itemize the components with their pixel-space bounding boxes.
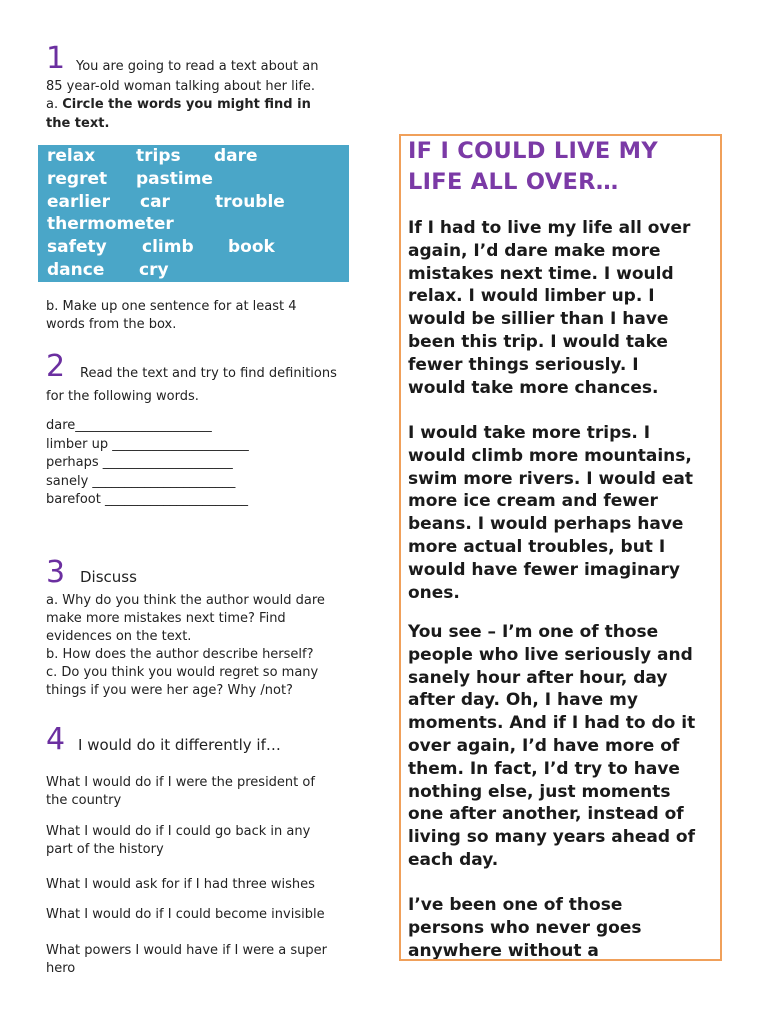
text-line: each day.	[408, 849, 499, 870]
prompt-line: What I would ask for if I had three wishes	[46, 877, 315, 892]
word-cry: cry	[139, 260, 169, 280]
text-line: moments. And if I had to do it	[408, 713, 696, 734]
discuss-line: b. How does the author describe herself?	[46, 647, 314, 662]
section-3-number: 3	[46, 555, 66, 590]
text-line: over again, I’d have more of	[408, 735, 680, 756]
definition-limber-up: limber up _____________________	[46, 436, 249, 452]
text-line: more actual troubles, but I	[408, 536, 666, 557]
text-line: one after another, instead of	[408, 804, 684, 825]
definition-barefoot: barefoot ______________________	[46, 492, 248, 507]
text-line: anywhere without a	[408, 940, 599, 961]
prompt-super-hero	[46, 942, 327, 978]
word-trips: trips	[136, 146, 181, 166]
definition-sanely: sanely ______________________	[46, 473, 236, 489]
task-a-line2: the text.	[46, 116, 110, 131]
prompt-line: What I would do if I were the president of	[46, 775, 315, 790]
section-2-number: 2	[46, 349, 66, 384]
word-trouble: trouble	[215, 192, 285, 212]
word-thermometer: thermometer	[47, 214, 174, 234]
text-line: people who live seriously and	[408, 644, 693, 665]
word-dance: dance	[47, 260, 105, 280]
discuss-questions	[46, 592, 325, 700]
paragraph-3	[408, 621, 720, 872]
paragraph-1	[408, 217, 720, 399]
reading-title-line: IF I COULD LIVE MY	[408, 138, 658, 164]
task-b-line1: b. Make up one sentence for at least 4	[46, 299, 297, 314]
paragraph-4	[408, 894, 720, 961]
text-line: persons who never goes	[408, 917, 642, 938]
text-line: would be sillier than I have	[408, 309, 669, 330]
word-dare: dare	[214, 146, 258, 166]
section-4-number: 4	[46, 722, 66, 757]
text-line: sanely hour after hour, day	[408, 667, 668, 688]
text-line: more ice cream and fewer	[408, 491, 658, 512]
word-earlier: earlier	[47, 192, 110, 212]
section-2-instruction-line1: Read the text and try to find definitions	[80, 366, 337, 381]
prompt-invisible	[46, 906, 325, 924]
text-line: would take more chances.	[408, 377, 659, 398]
text-line: again, I’d dare make more	[408, 240, 661, 261]
word-car: car	[140, 192, 170, 212]
text-line: nothing else, just moments	[408, 781, 671, 802]
word-climb: climb	[142, 237, 194, 257]
section-1-number: 1	[46, 41, 66, 76]
prompt-line: the country	[46, 793, 122, 808]
section-3-heading: Discuss	[80, 568, 137, 586]
text-line: beans. I would perhaps have	[408, 514, 684, 535]
text-line: I would take more trips. I	[408, 423, 651, 443]
section-4-heading: I would do it differently if…	[78, 736, 281, 754]
definition-dare: dare_____________________	[46, 418, 212, 433]
section-1-task-a	[46, 96, 311, 114]
text-line: ones.	[408, 582, 460, 603]
text-line: You see – I’m one of those	[408, 622, 659, 642]
task-b-line2: words from the box.	[46, 317, 177, 332]
prompt-history	[46, 823, 310, 859]
section-1-intro-line2: 85 year-old woman talking about her life.	[46, 79, 316, 94]
prompt-president	[46, 774, 315, 810]
word-box	[38, 145, 349, 282]
task-a-line1: Circle the words you might find in	[62, 97, 311, 112]
discuss-line: a. Why do you think the author would dare	[46, 593, 325, 608]
prompt-line: part of the history	[46, 842, 164, 857]
discuss-line: things if you were her age? Why /not?	[46, 683, 293, 698]
word-safety: safety	[47, 237, 107, 257]
discuss-line: make more mistakes next time? Find	[46, 611, 286, 626]
text-line: been this trip. I would take	[408, 331, 668, 352]
text-line: fewer things seriously. I	[408, 354, 639, 375]
reading-title	[408, 136, 718, 198]
word-relax: relax	[47, 146, 96, 166]
text-line: relax. I would limber up. I	[408, 286, 655, 307]
text-line: I’ve been one of those	[408, 895, 623, 915]
section-1-intro-line1: You are going to read a text about an	[76, 59, 319, 74]
prompt-line: What I would do if I could become invisible	[46, 907, 325, 922]
prompt-line: What I would do if I could go back in any	[46, 824, 311, 839]
definitions-list	[46, 417, 249, 510]
prompt-line: What powers I would have if I were a super	[46, 943, 328, 958]
discuss-line: c. Do you think you would regret so many	[46, 665, 319, 680]
text-line: swim more rivers. I would eat	[408, 468, 693, 489]
reading-title-line: LIFE ALL OVER…	[408, 169, 619, 195]
text-line: would climb more mountains,	[408, 445, 692, 466]
text-line: them. In fact, I’d try to have	[408, 758, 680, 779]
prompt-line: hero	[46, 961, 76, 976]
text-line: living so many years ahead of	[408, 827, 695, 848]
word-book: book	[228, 237, 275, 257]
word-pastime: pastime	[136, 169, 213, 189]
text-line: would have fewer imaginary	[408, 559, 681, 580]
text-line: after day. Oh, I have my	[408, 690, 638, 711]
text-line: mistakes next time. I would	[408, 263, 674, 284]
paragraph-2	[408, 422, 720, 604]
text-line: If I had to live my life all over	[408, 218, 691, 238]
prompt-wishes	[46, 876, 315, 894]
reading-text-panel	[399, 134, 722, 961]
word-regret: regret	[47, 169, 108, 189]
section-2-instruction-line2: for the following words.	[46, 389, 199, 404]
definition-perhaps: perhaps ____________________	[46, 455, 233, 470]
task-a-prefix: a.	[46, 97, 59, 112]
discuss-line: evidences on the text.	[46, 629, 192, 644]
